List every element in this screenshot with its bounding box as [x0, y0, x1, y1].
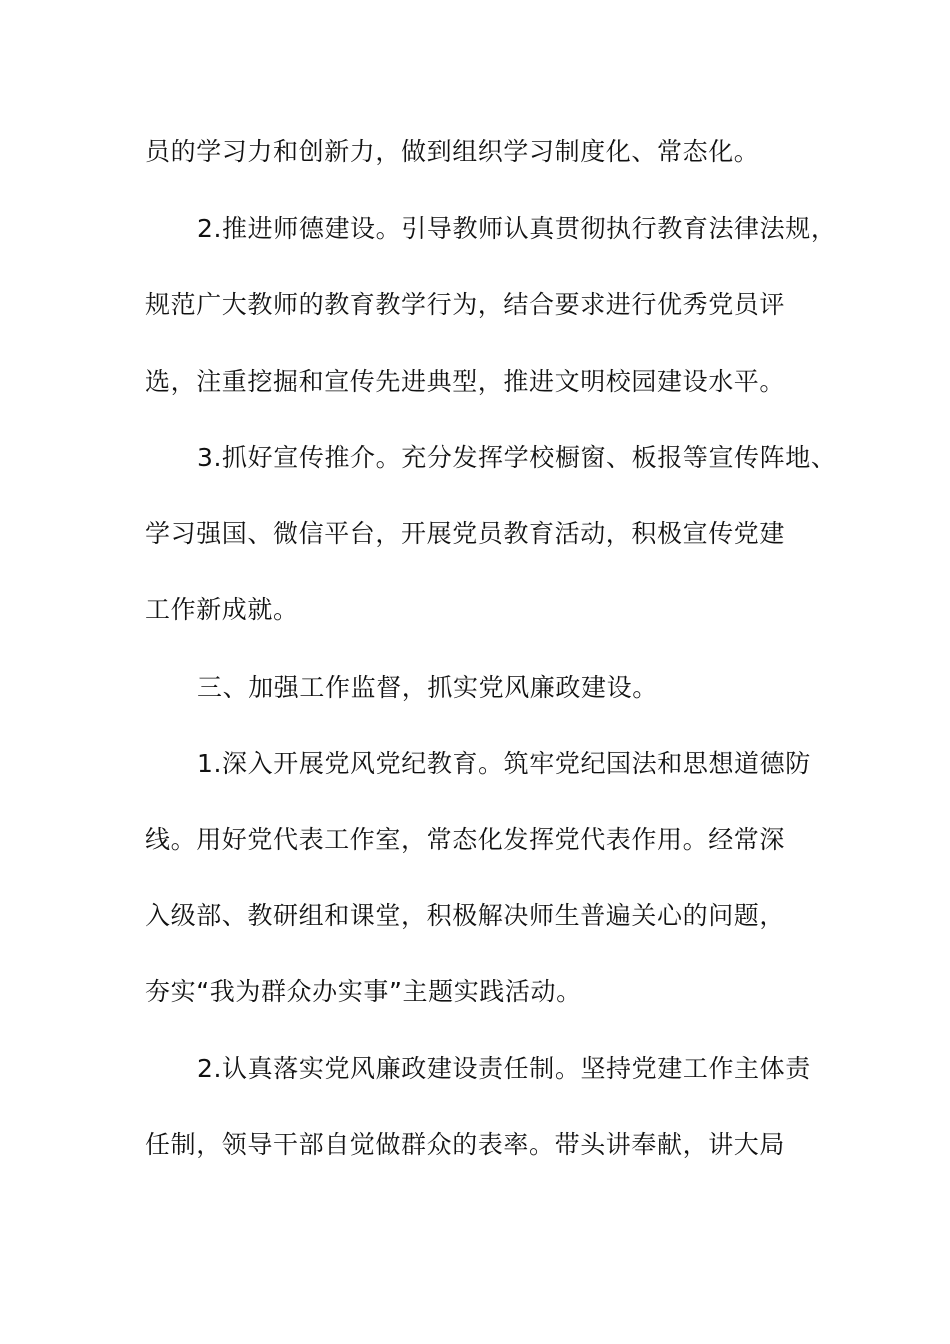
text-line: 任制，领导干部自觉做群众的表率。带头讲奉献，讲大局 — [145, 1130, 786, 1159]
text-line: 1.深入开展党风党纪教育。筑牢党纪国法和思想道德防 — [197, 749, 811, 778]
text-line: 学习强国、微信平台，开展党员教育活动，积极宣传党建 — [145, 519, 786, 548]
text-line: 2.推进师德建设。引导教师认真贯彻执行教育法律法规， — [197, 214, 837, 243]
text-line: 选，注重挖掘和宣传先进典型，推进文明校园建设水平。 — [145, 367, 786, 396]
text-line: 2.认真落实党风廉政建设责任制。坚持党建工作主体责 — [197, 1054, 811, 1083]
text-line: 工作新成就。 — [145, 595, 299, 624]
text-line: 规范广大教师的教育教学行为，结合要求进行优秀党员评 — [145, 290, 786, 319]
text-line: 夯实“我为群众办实事”主题实践活动。 — [145, 977, 582, 1006]
text-line: 员的学习力和创新力，做到组织学习制度化、常态化。 — [145, 137, 760, 166]
text-line: 线。用好党代表工作室，常态化发挥党代表作用。经常深 — [145, 825, 786, 854]
section-heading: 三、加强工作监督，抓实党风廉政建设。 — [197, 673, 658, 702]
text-line: 入级部、教研组和课堂，积极解决师生普遍关心的问题， — [145, 901, 786, 930]
text-line: 3.抓好宣传推介。充分发挥学校橱窗、板报等宣传阵地、 — [197, 443, 837, 472]
